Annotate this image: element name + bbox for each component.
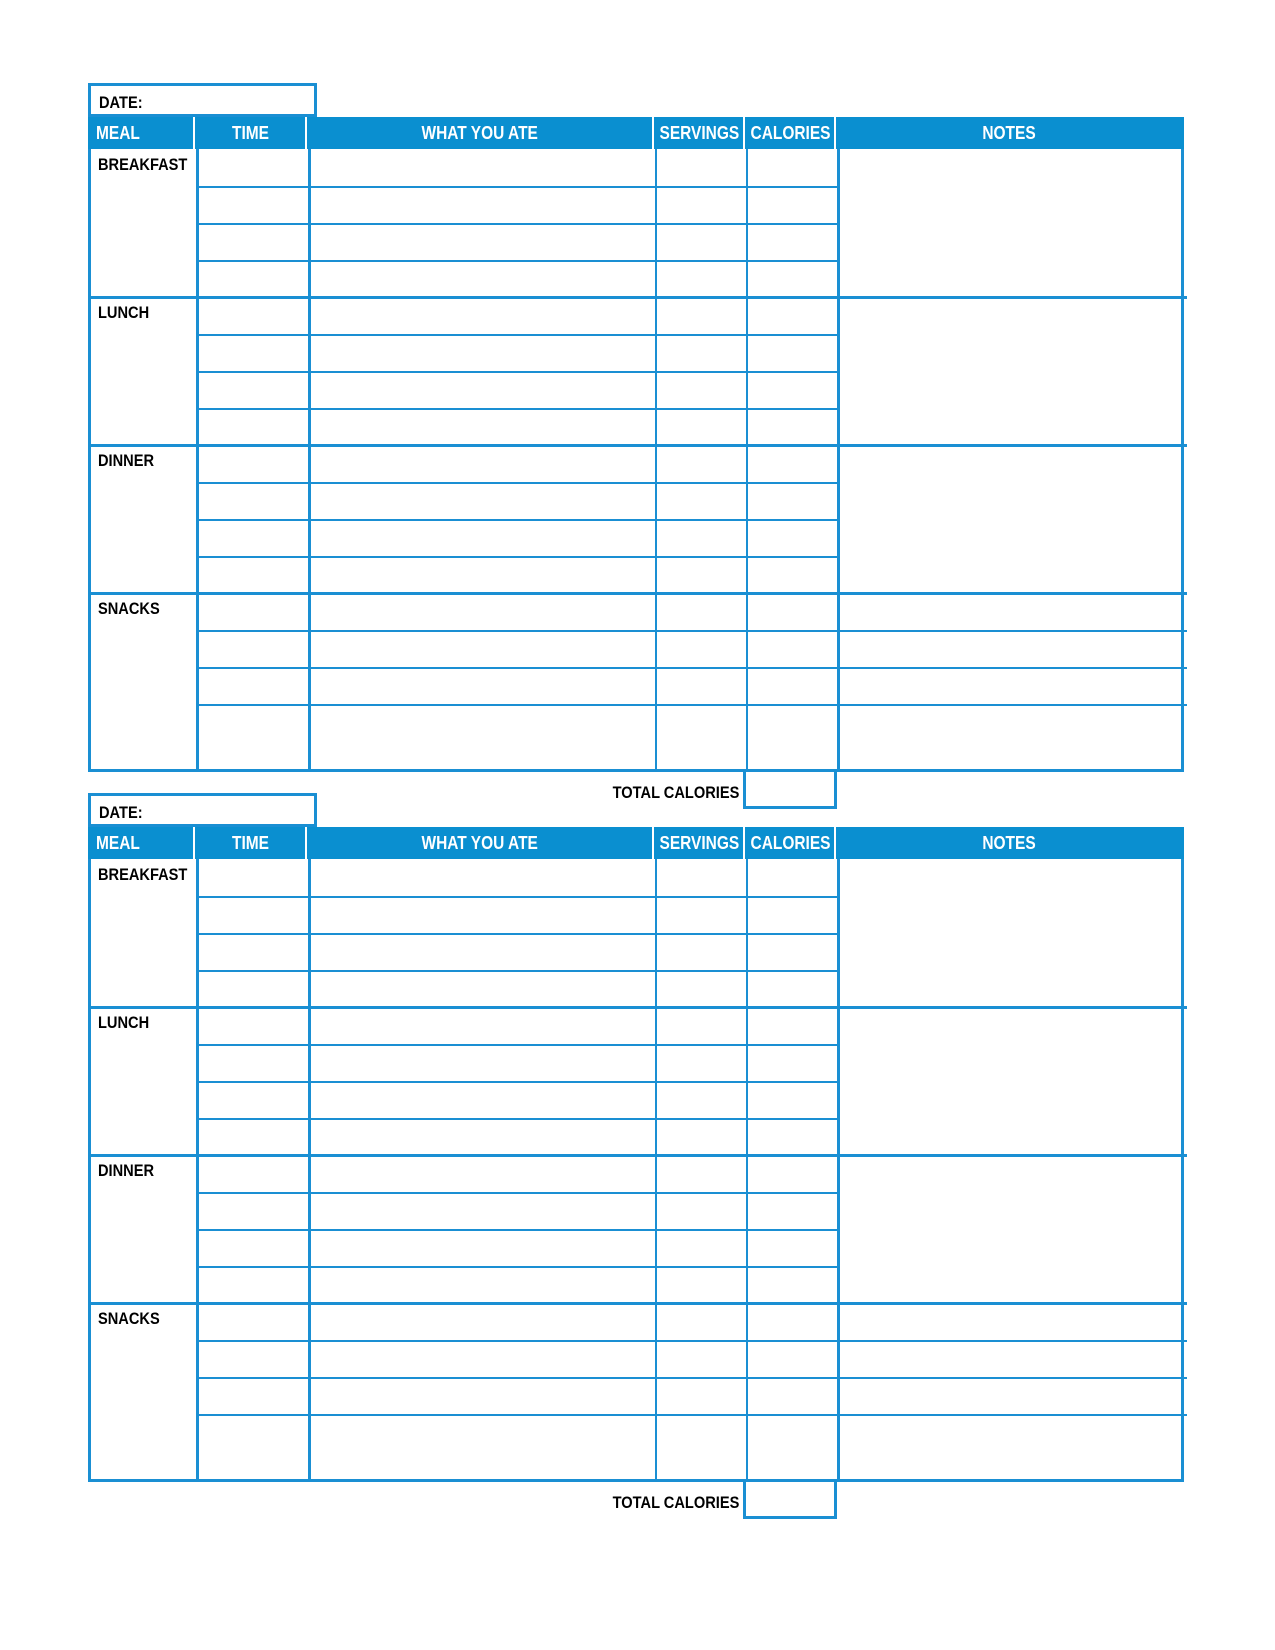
servings-cell[interactable]	[658, 558, 745, 591]
column-header-notes	[835, 827, 1184, 859]
servings-cell[interactable]	[658, 1194, 745, 1227]
column-header-meal	[88, 827, 194, 859]
meal-label-breakfast: BREAKFAST	[98, 155, 188, 174]
total-calories-field[interactable]	[743, 1482, 837, 1519]
servings-cell[interactable]	[658, 1083, 745, 1116]
header-separator	[743, 117, 745, 149]
calories-cell[interactable]	[749, 669, 836, 702]
column-header-servings	[653, 117, 744, 149]
time-cell[interactable]	[199, 1083, 307, 1116]
meal-label-dinner: DINNER	[98, 451, 155, 470]
time-cell[interactable]	[199, 410, 307, 443]
food-cell[interactable]	[311, 373, 654, 406]
notes-cell[interactable]	[840, 447, 1180, 591]
food-cell[interactable]	[311, 484, 654, 517]
time-cell[interactable]	[199, 336, 307, 369]
calories-cell[interactable]	[749, 373, 836, 406]
notes-cell[interactable]	[840, 1157, 1180, 1301]
calories-cell[interactable]	[749, 1120, 836, 1153]
food-cell[interactable]	[311, 669, 654, 702]
meal-label-dinner: DINNER	[98, 1161, 155, 1180]
meal-table	[88, 149, 1184, 772]
food-cell[interactable]	[311, 1194, 654, 1227]
servings-cell[interactable]	[658, 1157, 745, 1190]
calories-cell[interactable]	[749, 558, 836, 591]
time-cell[interactable]	[199, 972, 307, 1005]
calories-cell[interactable]	[749, 898, 836, 931]
column-header-label: CALORIES	[750, 123, 831, 143]
daily-log	[88, 83, 1184, 802]
time-cell[interactable]	[199, 262, 307, 295]
date-label: DATE:	[99, 803, 143, 822]
header-separator	[743, 827, 745, 859]
column-divider	[746, 859, 748, 1482]
column-header-label: TIME	[231, 833, 269, 853]
column-header-notes	[835, 117, 1184, 149]
time-cell[interactable]	[199, 484, 307, 517]
time-cell[interactable]	[199, 558, 307, 591]
food-cell[interactable]	[311, 935, 654, 968]
food-cell[interactable]	[311, 336, 654, 369]
servings-cell[interactable]	[658, 225, 745, 258]
calories-cell[interactable]	[749, 225, 836, 258]
time-cell[interactable]	[199, 935, 307, 968]
time-cell[interactable]	[199, 151, 307, 184]
time-cell[interactable]	[199, 1046, 307, 1079]
food-cell[interactable]	[311, 861, 654, 894]
servings-cell[interactable]	[658, 1416, 745, 1449]
column-divider	[655, 859, 657, 1482]
column-header-label: WHAT YOU ATE	[421, 833, 538, 853]
calories-cell[interactable]	[749, 151, 836, 184]
time-cell[interactable]	[199, 373, 307, 406]
column-header-label: SERVINGS	[659, 123, 740, 143]
calories-cell[interactable]	[749, 410, 836, 443]
food-cell[interactable]	[311, 1305, 654, 1338]
servings-cell[interactable]	[658, 935, 745, 968]
notes-cell[interactable]	[840, 861, 1180, 1005]
calories-cell[interactable]	[749, 1046, 836, 1079]
time-cell[interactable]	[199, 669, 307, 702]
total-calories-label: TOTAL CALORIES	[612, 783, 739, 802]
servings-cell[interactable]	[658, 484, 745, 517]
calories-cell[interactable]	[749, 521, 836, 554]
time-cell[interactable]	[199, 1342, 307, 1375]
column-header-time	[194, 827, 306, 859]
notes-cell[interactable]	[840, 595, 1180, 739]
food-cell[interactable]	[311, 447, 654, 480]
calories-cell[interactable]	[749, 1379, 836, 1412]
header-separator	[193, 827, 195, 859]
column-divider	[746, 149, 748, 772]
servings-cell[interactable]	[658, 706, 745, 739]
header-separator	[305, 827, 307, 859]
food-cell[interactable]	[311, 188, 654, 221]
servings-cell[interactable]	[658, 1268, 745, 1301]
column-header-label: CALORIES	[750, 833, 831, 853]
column-divider	[655, 149, 657, 772]
date-field[interactable]	[88, 793, 317, 827]
calories-cell[interactable]	[749, 972, 836, 1005]
calories-cell[interactable]	[749, 706, 836, 739]
time-cell[interactable]	[199, 632, 307, 665]
servings-cell[interactable]	[658, 1046, 745, 1079]
food-cell[interactable]	[311, 1083, 654, 1116]
calories-cell[interactable]	[749, 1268, 836, 1301]
calories-cell[interactable]	[749, 1009, 836, 1042]
column-header-what-you-ate	[306, 117, 653, 149]
servings-cell[interactable]	[658, 1342, 745, 1375]
meal-label-snacks: SNACKS	[98, 599, 160, 618]
time-cell[interactable]	[199, 1231, 307, 1264]
servings-cell[interactable]	[658, 669, 745, 702]
food-cell[interactable]	[311, 706, 654, 739]
header-separator	[834, 827, 836, 859]
food-cell[interactable]	[311, 558, 654, 591]
servings-cell[interactable]	[658, 1009, 745, 1042]
header-separator	[652, 827, 654, 859]
time-cell[interactable]	[199, 521, 307, 554]
food-cell[interactable]	[311, 1379, 654, 1412]
calories-cell[interactable]	[749, 1083, 836, 1116]
time-cell[interactable]	[199, 1157, 307, 1190]
calories-cell[interactable]	[749, 1194, 836, 1227]
meal-label-snacks: SNACKS	[98, 1309, 160, 1328]
time-cell[interactable]	[199, 1120, 307, 1153]
date-label: DATE:	[99, 93, 143, 112]
food-cell[interactable]	[311, 1046, 654, 1079]
servings-cell[interactable]	[658, 1120, 745, 1153]
column-header-what-you-ate	[306, 827, 653, 859]
food-cell[interactable]	[311, 1120, 654, 1153]
calories-cell[interactable]	[749, 484, 836, 517]
header-separator	[193, 117, 195, 149]
notes-cell[interactable]	[840, 1009, 1180, 1153]
total-calories-label: TOTAL CALORIES	[612, 1493, 739, 1512]
servings-cell[interactable]	[658, 299, 745, 332]
column-header-meal	[88, 117, 194, 149]
notes-cell[interactable]	[840, 151, 1180, 295]
calories-cell[interactable]	[749, 1416, 836, 1449]
column-header-label: TIME	[231, 123, 269, 143]
date-field[interactable]	[88, 83, 317, 117]
meal-label-lunch: LUNCH	[98, 1013, 150, 1032]
table-header	[88, 827, 1184, 859]
time-cell[interactable]	[199, 1009, 307, 1042]
column-header-time	[194, 117, 306, 149]
food-cell[interactable]	[311, 898, 654, 931]
servings-cell[interactable]	[658, 336, 745, 369]
time-cell[interactable]	[199, 861, 307, 894]
header-separator	[834, 117, 836, 149]
servings-cell[interactable]	[658, 972, 745, 1005]
meal-table	[88, 859, 1184, 1482]
column-header-label: MEAL	[96, 123, 140, 143]
servings-cell[interactable]	[658, 861, 745, 894]
calories-cell[interactable]	[749, 1305, 836, 1338]
servings-cell[interactable]	[658, 632, 745, 665]
time-cell[interactable]	[199, 595, 307, 628]
column-header-calories	[744, 117, 835, 149]
food-cell[interactable]	[311, 262, 654, 295]
meal-label-lunch: LUNCH	[98, 303, 150, 322]
calories-cell[interactable]	[749, 262, 836, 295]
time-cell[interactable]	[199, 1268, 307, 1301]
calories-cell[interactable]	[749, 1231, 836, 1264]
servings-cell[interactable]	[658, 188, 745, 221]
calories-cell[interactable]	[749, 1342, 836, 1375]
column-header-label: NOTES	[982, 833, 1037, 853]
column-header-label: WHAT YOU ATE	[421, 123, 538, 143]
food-cell[interactable]	[311, 595, 654, 628]
servings-cell[interactable]	[658, 1305, 745, 1338]
table-header	[88, 117, 1184, 149]
time-cell[interactable]	[199, 1416, 307, 1449]
time-cell[interactable]	[199, 1305, 307, 1338]
time-cell[interactable]	[199, 225, 307, 258]
header-separator	[305, 117, 307, 149]
time-cell[interactable]	[199, 1194, 307, 1227]
column-header-calories	[744, 827, 835, 859]
servings-cell[interactable]	[658, 373, 745, 406]
food-cell[interactable]	[311, 225, 654, 258]
calories-cell[interactable]	[749, 595, 836, 628]
column-header-label: NOTES	[982, 123, 1037, 143]
column-header-label: MEAL	[96, 833, 140, 853]
time-cell[interactable]	[199, 188, 307, 221]
servings-cell[interactable]	[658, 898, 745, 931]
column-header-label: SERVINGS	[659, 833, 740, 853]
notes-cell[interactable]	[840, 299, 1180, 443]
servings-cell[interactable]	[658, 410, 745, 443]
servings-cell[interactable]	[658, 521, 745, 554]
calories-cell[interactable]	[749, 1157, 836, 1190]
food-cell[interactable]	[311, 632, 654, 665]
servings-cell[interactable]	[658, 595, 745, 628]
daily-log	[88, 793, 1184, 1512]
food-cell[interactable]	[311, 151, 654, 184]
food-cell[interactable]	[311, 1009, 654, 1042]
time-cell[interactable]	[199, 898, 307, 931]
calories-cell[interactable]	[749, 188, 836, 221]
time-cell[interactable]	[199, 299, 307, 332]
calories-cell[interactable]	[749, 336, 836, 369]
calories-cell[interactable]	[749, 861, 836, 894]
meal-label-breakfast: BREAKFAST	[98, 865, 188, 884]
food-cell[interactable]	[311, 1157, 654, 1190]
food-cell[interactable]	[311, 1342, 654, 1375]
servings-cell[interactable]	[658, 151, 745, 184]
calories-cell[interactable]	[749, 935, 836, 968]
food-cell[interactable]	[311, 1416, 654, 1449]
notes-cell[interactable]	[840, 1305, 1180, 1449]
time-cell[interactable]	[199, 706, 307, 739]
food-cell[interactable]	[311, 299, 654, 332]
food-cell[interactable]	[311, 1231, 654, 1264]
time-cell[interactable]	[199, 447, 307, 480]
servings-cell[interactable]	[658, 447, 745, 480]
food-cell[interactable]	[311, 1268, 654, 1301]
servings-cell[interactable]	[658, 1379, 745, 1412]
food-cell[interactable]	[311, 410, 654, 443]
servings-cell[interactable]	[658, 262, 745, 295]
food-cell[interactable]	[311, 972, 654, 1005]
column-header-servings	[653, 827, 744, 859]
servings-cell[interactable]	[658, 1231, 745, 1264]
calories-cell[interactable]	[749, 632, 836, 665]
header-separator	[652, 117, 654, 149]
calories-cell[interactable]	[749, 447, 836, 480]
time-cell[interactable]	[199, 1379, 307, 1412]
calories-cell[interactable]	[749, 299, 836, 332]
food-cell[interactable]	[311, 521, 654, 554]
